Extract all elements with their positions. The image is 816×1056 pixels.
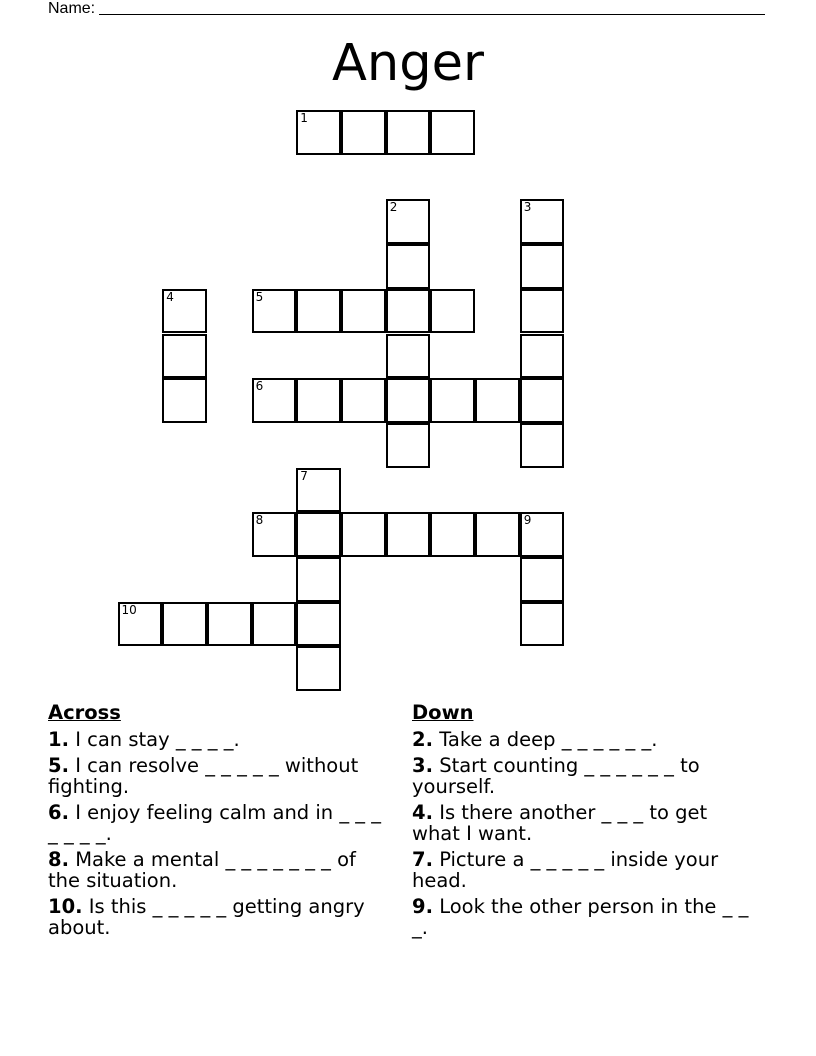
grid-cell[interactable] (296, 602, 341, 647)
grid-cell[interactable] (520, 423, 565, 468)
clue-number-label: 10 (121, 602, 137, 617)
grid-cell[interactable] (386, 334, 431, 379)
clue-text: I can stay _ _ _ _. (75, 728, 240, 751)
clue-number-label: 4 (166, 289, 174, 304)
clue-down-9 (412, 896, 752, 938)
clue-number-label: 5 (255, 289, 264, 304)
grid-cell[interactable] (252, 378, 297, 423)
clue-number: 4. (412, 801, 433, 824)
grid-cell[interactable] (520, 334, 565, 379)
grid-cell[interactable] (475, 378, 520, 423)
grid-cell[interactable] (520, 378, 565, 423)
grid-cell[interactable] (341, 512, 386, 557)
grid-cell[interactable] (386, 110, 431, 155)
clue-number-label: 8 (255, 513, 264, 528)
clue-number-label: 2 (389, 200, 398, 215)
grid-cell[interactable] (520, 512, 565, 557)
clue-number-label: 7 (300, 468, 308, 483)
grid-cell[interactable] (341, 289, 386, 334)
clue-text: Start counting _ _ _ _ _ _ to yourself. (412, 754, 700, 798)
clue-down-2 (412, 729, 752, 750)
grid-cell[interactable] (386, 199, 431, 244)
clue-across-1 (48, 729, 388, 750)
grid-cell[interactable] (475, 512, 520, 557)
clue-across-8 (48, 849, 388, 891)
grid-cell[interactable] (162, 334, 207, 379)
clue-across-5 (48, 755, 388, 797)
clue-text: I can resolve _ _ _ _ _ without fighting. (48, 754, 359, 798)
clue-text: Is this _ _ _ _ _ getting angry about. (48, 895, 365, 939)
grid-cell[interactable] (118, 602, 163, 647)
clue-down-7 (412, 849, 752, 891)
grid-cell[interactable] (252, 512, 297, 557)
grid-cell[interactable] (341, 378, 386, 423)
grid-cell[interactable] (162, 602, 207, 647)
grid-cell[interactable] (341, 110, 386, 155)
grid-cell[interactable] (252, 289, 297, 334)
grid-cell[interactable] (430, 378, 475, 423)
clue-number: 8. (48, 848, 69, 871)
clue-number: 3. (412, 754, 433, 777)
grid-cell[interactable] (386, 244, 431, 289)
across-clues (48, 702, 388, 943)
grid-cell[interactable] (296, 557, 341, 602)
across-heading: Across (48, 701, 121, 724)
grid-cell[interactable] (162, 289, 207, 334)
page-title: Anger (332, 34, 484, 93)
grid-cell[interactable] (296, 468, 341, 513)
grid-cell[interactable] (386, 423, 431, 468)
clue-text: Picture a _ _ _ _ _ inside your head. (412, 848, 719, 892)
grid-cell[interactable] (520, 557, 565, 602)
down-clues (412, 702, 752, 943)
clue-number: 9. (412, 895, 433, 918)
grid-cell[interactable] (520, 289, 565, 334)
clue-number-label: 6 (255, 379, 264, 394)
clue-text: Make a mental _ _ _ _ _ _ _ of the situation. (48, 848, 356, 892)
grid-cell[interactable] (520, 602, 565, 647)
grid-cell[interactable] (296, 289, 341, 334)
clue-number: 5. (48, 754, 69, 777)
grid-cell[interactable] (296, 378, 341, 423)
clue-number: 10. (48, 895, 83, 918)
clue-number: 1. (48, 728, 69, 751)
clue-text: Is there another _ _ _ to get what I want. (412, 801, 708, 845)
clue-number: 6. (48, 801, 69, 824)
grid-cell[interactable] (430, 512, 475, 557)
clue-text: I enjoy feeling calm and in _ _ _ _ _ _ _. (48, 801, 381, 845)
grid-cell[interactable] (386, 378, 431, 423)
clue-across-10 (48, 896, 388, 938)
grid-cell[interactable] (296, 512, 341, 557)
clue-across-6 (48, 802, 388, 844)
grid-cell[interactable] (386, 289, 431, 334)
grid-cell[interactable] (296, 646, 341, 691)
clue-down-4 (412, 802, 752, 844)
grid-cell[interactable] (296, 110, 341, 155)
grid-cell[interactable] (386, 512, 431, 557)
grid-cell[interactable] (252, 602, 297, 647)
grid-cell[interactable] (162, 378, 207, 423)
down-heading: Down (412, 701, 474, 724)
clue-text: Take a deep _ _ _ _ _ _. (439, 728, 658, 751)
clue-number-label: 9 (523, 513, 532, 528)
grid-cell[interactable] (207, 602, 252, 647)
clue-number: 2. (412, 728, 433, 751)
grid-cell[interactable] (520, 244, 565, 289)
clue-number-label: 1 (300, 111, 308, 125)
grid-cell[interactable] (520, 199, 565, 244)
clue-text: Look the other person in the _ _ _. (412, 895, 749, 939)
grid-cell[interactable] (430, 110, 475, 155)
clue-down-3 (412, 755, 752, 797)
grid-cell[interactable] (430, 289, 475, 334)
clue-number: 7. (412, 848, 433, 871)
name-label: Name: (48, 0, 96, 17)
clue-number-label: 3 (523, 200, 532, 215)
